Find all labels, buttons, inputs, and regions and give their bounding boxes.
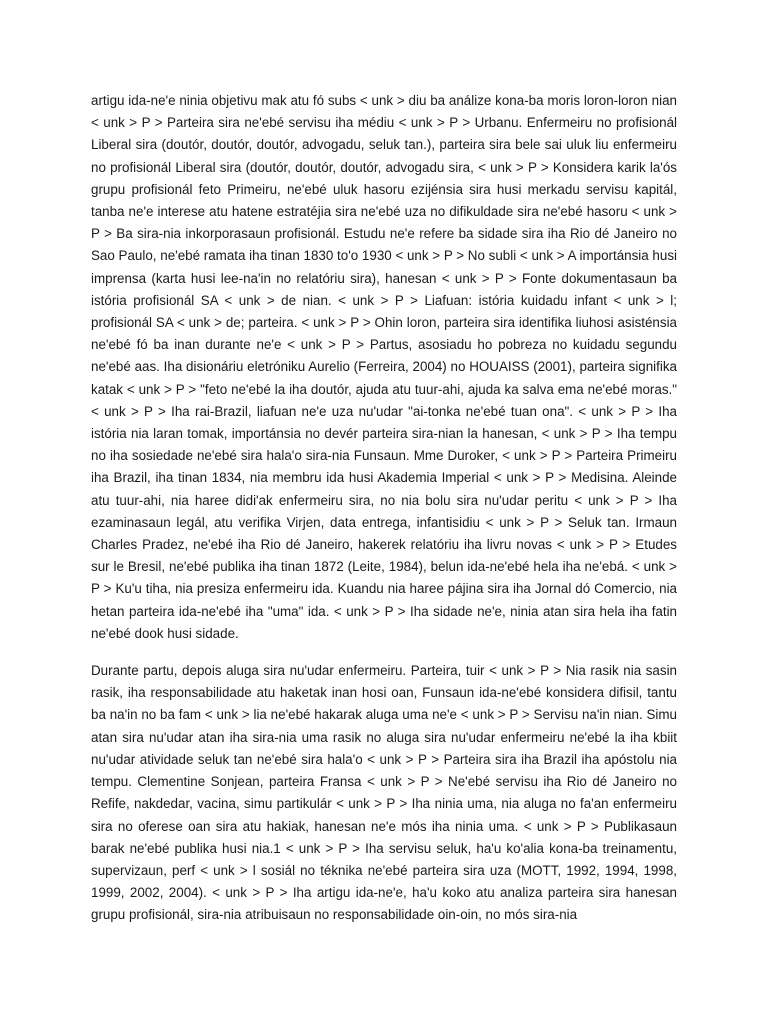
document-body [91, 90, 677, 927]
paragraph-2: Durante partu, depois aluga sira nu'udar enfermeiru. Parteira, tuir < unk > P > Nia rasik nia sasin rasik, iha responsabilidade atu haketak inan hosi oan, Funsaun ida-ne'ebé konsidera difisil, tantu ba na'in no ba fam < unk > lia ne'ebé hakarak aluga uma ne'e < unk > P > Servisu na'in nian. Simu atan sira nu'udar atan iha sira-nia uma rasik no aluga sira nu'udar enfermeiru ne'ebé la iha kbiit nu'udar atividade seluk tan ne'ebé sira hala'o < unk > P > Parteira sira iha Brazil iha apóstolu nia tempu. Clementine Sonjean, parteira Fransa < unk > P > Ne'ebé servisu iha Rio dé Janeiro no Refife, nakdedar, vacina, simu partikulár < unk > P > Iha ninia uma, nia aluga no fa'an enfermeiru sira no oferese oan sira atu hakiak, hanesan ne'e mós iha ninia uma. < unk > P > Publikasaun barak ne'ebé publika husi nia.1 < unk > P > Iha servisu seluk, ha'u ko'alia kona-ba treinamentu, supervizaun, perf < unk > l sosiál no téknika ne'ebé parteira sira uza (MOTT, 1992, 1994, 1998, 1999, 2002, 2004). < unk > P > Iha artigu ida-ne'e, ha'u koko atu analiza parteira sira hanesan grupu profisionál, sira-nia atribuisaun no responsabilidade oin-oin, no mós sira-nia [91, 663, 677, 923]
paragraph-1: artigu ida-ne'e ninia objetivu mak atu fó subs < unk > diu ba análize kona-ba moris loron-loron nian < unk > P > Parteira sira ne'ebé servisu iha médiu < unk > P > Urbanu. Enfermeiru no profisionál Liberal sira (doutór, doutór, doutór, advogadu, seluk tan.), parteira sira bele sai uluk liu enfermeiru no profisionál Liberal sira (doutór, doutór, doutór, advogadu sira, < unk > P > Konsidera karik la'ós grupu profisionál feto Primeiru, ne'ebé uluk hasoru ezijénsia sira husi merkadu servisu kapitál, tanba ne'e interese atu hatene estratéjia sira ne'ebé uza no difikuldade sira ne'ebé hasoru < unk > P > Ba sira-nia inkorporasaun profisionál. Estudu ne'e refere ba sidade sira iha Rio dé Janeiro no Sao Paulo, ne'ebé ramata iha tinan 1830 to'o 1930 < unk > P > No subli < unk > A importánsia husi imprensa (karta husi lee-na'in no relatóriu sira), hanesan < unk > P > Fonte dokumentasaun ba istória profisionál SA < unk > de nian. < unk > P > Liafuan: istória kuidadu infant < unk > l; profisionál SA < unk > de; parteira. < unk > P > Ohin loron, parteira sira identifika liuhosi asisténsia ne'ebé fó ba inan durante ne'e < unk > P > Partus, asosiadu ho pobreza no kuidadu segundu ne'ebé aas. Iha disionáriu eletróniku Aurelio (Ferreira, 2004) no HOUAISS (2001), parteira signifika katak < unk > P > "feto ne'ebé la iha doutór, ajuda atu tuur-ahi, ajuda ka salva ema ne'ebé moras." < unk > P > Iha rai-Brazil, liafuan ne'e uza nu'udar "ai-tonka ne'ebé tuan ona". < unk > P > Iha istória nia laran tomak, importánsia no devér parteira sira-nian la hanesan, < unk > P > Iha tempu no iha sosiedade ne'ebé sira hala'o sira-nia Funsaun. Mme Duroker, < unk > P > Parteira Primeiru iha Brazil, iha tinan 1834, nia membru ida husi Akademia Imperial < unk > P > Medisina. Aleinde atu tuur-ahi, nia haree didi'ak enfermeiru sira, no nia bolu sira nu'udar peritu < unk > P > Iha ezaminasaun legál, atu verifika Virjen, data entrega, infantisidiu < unk > P > Seluk tan. Irmaun Charles Pradez, ne'ebé iha Rio dé Janeiro, hakerek relatóriu iha livru novas < unk > P > Etudes sur le Bresil, ne'ebé publika iha tinan 1872 (Leite, 1984), belun ida-ne'ebé hela iha ne'ebá. < unk > P > Ku'u tiha, nia presiza enfermeiru ida. Kuandu nia haree pájina sira iha Jornal dó Comercio, nia hetan parteira ida-ne'ebé iha "uma" ida. < unk > P > Iha sidade ne'e, ninia atan sira hela iha fatin ne'ebé dook husi sidade. [91, 93, 677, 641]
